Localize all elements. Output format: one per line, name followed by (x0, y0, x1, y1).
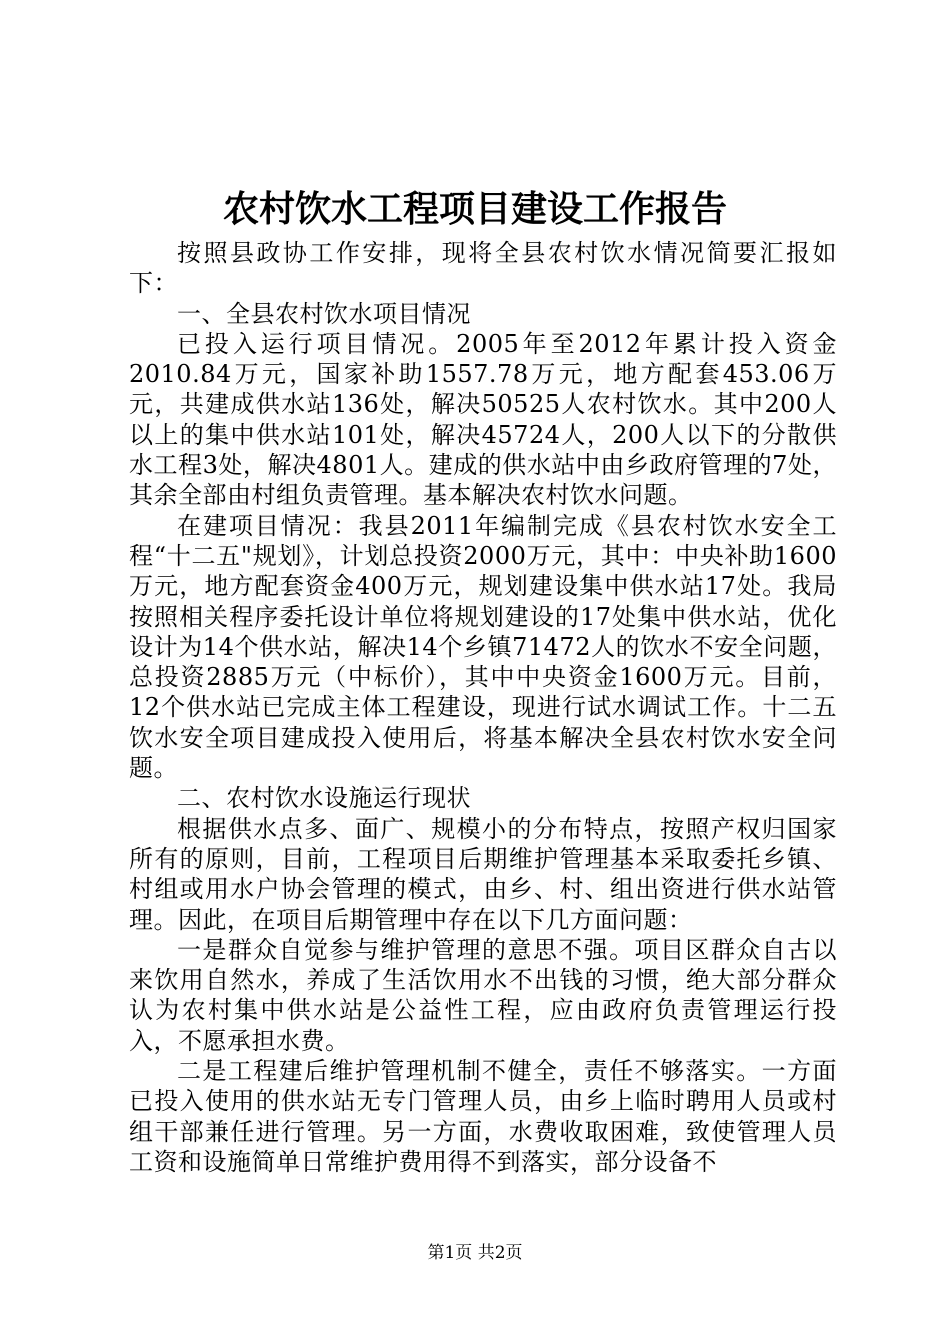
document-title: 农村饮水工程项目建设工作报告 (222, 188, 727, 230)
paragraph-intro: 按照县政协工作安排，现将全县农村饮水情况简要汇报如下： (129, 239, 837, 298)
document-body (129, 238, 837, 1177)
page-number: 第1页 共2页 (427, 1243, 523, 1263)
section-heading-2: 二、农村饮水设施运行现状 (177, 784, 471, 813)
paragraph-problem-1: 一是群众自觉参与维护管理的意思不强。项目区群众自古以来饮用自然水，养成了生活饮用水不出钱的习惯，绝大部分群众认为农村集中供水站是公益性工程，应由政府负责管理运行投入，不愿承担水费。 (129, 935, 837, 1055)
paragraph-problem-2: 二是工程建后维护管理机制不健全，责任不够落实。一方面已投入使用的供水站无专门管理人员，由乡上临时聘用人员或村组干部兼任进行管理。另一方面，水费收取困难，致使管理人员工资和设施简单日常维护费用得不到落实，部分设备不 (129, 1057, 837, 1176)
paragraph-operating-projects: 已投入运行项目情况。2005年至2012年累计投入资金2010.84万元，国家补助1557.78万元，地方配套453.06万元，共建成供水站136处，解决50525人农村饮水。其中200人以上的集中供水站101处，解决45724人，200人以下的分散供水工程3处，解决4801人。建成的供水站中由乡政府管理的7处，其余全部由村组负责管理。基本解决农村饮水问题。 (129, 329, 837, 510)
paragraph-operation-status: 根据供水点多、面广、规模小的分布特点，按照产权归国家所有的原则，目前，工程项目后期维护管理基本采取委托乡镇、村组或用水户协会管理的模式，由乡、村、组出资进行供水站管理。因此，在项目后期管理中存在以下几方面问题： (129, 814, 837, 934)
paragraph-projects-under-construction: 在建项目情况：我县2011年编制完成《县农村饮水安全工程“十二五"规划》，计划总投资2000万元，其中：中央补助1600万元，地方配套资金400万元，规划建设集中供水站17处。我局按照相关程序委托设计单位将规划建设的17处集中供水站，优化设计为14个供水站，解决14个乡镇71472人的饮水不安全问题，总投资2885万元（中标价），其中中央资金1600万元。目前，12个供水站已完成主体工程建设，现进行试水调试工作。十二五饮水安全项目建成投入使用后，将基本解决全县农村饮水安全问题。 (129, 511, 837, 783)
section-heading-1: 一、全县农村饮水项目情况 (177, 299, 471, 328)
